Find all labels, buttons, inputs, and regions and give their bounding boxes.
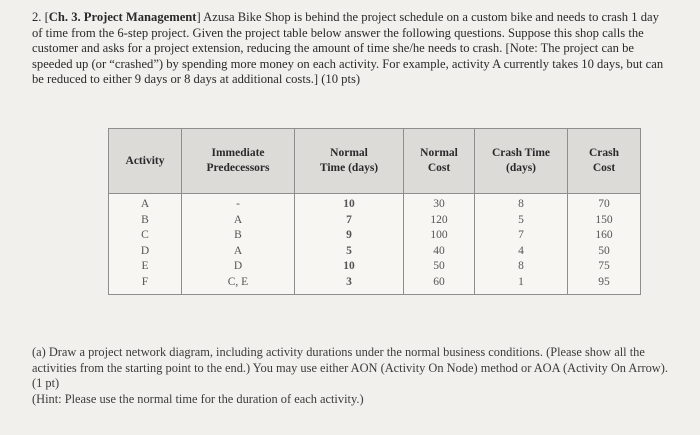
problem-number: 2. [ [32,10,49,24]
cell-crash-cost: 95 [568,275,641,294]
cell-normal-time: 5 [295,244,404,260]
table-row [109,259,641,275]
cell-normal-time: 7 [295,213,404,229]
header-predecessors: Immediate Predecessors [182,129,295,194]
cell-normal-time: 3 [295,275,404,294]
header-crash-time: Crash Time (days) [475,129,568,194]
table-row [109,213,641,229]
cell-normal-cost: 30 [404,194,475,213]
cell-activity: C [109,228,182,244]
cell-crash-time: 1 [475,275,568,294]
cell-predecessors: B [182,228,295,244]
chapter-title: Ch. 3. Project Management [48,10,197,24]
cell-crash-time: 8 [475,194,568,213]
cell-activity: D [109,244,182,260]
table-row [109,228,641,244]
cell-predecessors: A [182,213,295,229]
cell-crash-cost: 50 [568,244,641,260]
cell-crash-cost: 150 [568,213,641,229]
table-row [109,275,641,294]
question-hint: (Hint: Please use the normal time for the duration of each activity.) [32,391,364,406]
cell-crash-time: 8 [475,259,568,275]
problem-statement [32,10,672,88]
cell-crash-cost: 160 [568,228,641,244]
cell-normal-cost: 40 [404,244,475,260]
problem-text: ] Azusa Bike Shop is behind the project schedule on a custom bike and needs to crash 1 day of time from the 6-step project. Given the project table below answer the following questions. Suppose this shop calls the customer and asks for a project extension, reducing the amount of time she/he needs to crash. [Note: The project can be speeded up (or “crashed”) by spending more money on each activity. For example, activity A currently takes 10 days, but can be reduced to either 9 days or 8 days at additional costs.] (10 pts) [32,10,664,87]
question-text: (a) Draw a project network diagram, including activity durations under the normal business conditions. (Please show all the activities from the starting point to the end.) You may use either AON (Activity On Node) method or AOA (Activity On Arrow). (1 pt) [32,345,668,390]
cell-activity: F [109,275,182,294]
project-table [108,128,641,295]
cell-activity: E [109,259,182,275]
cell-normal-cost: 60 [404,275,475,294]
cell-predecessors: A [182,244,295,260]
cell-normal-cost: 100 [404,228,475,244]
question-part-a [32,345,672,407]
cell-crash-time: 5 [475,213,568,229]
header-activity: Activity [109,129,182,194]
header-crash-cost: Crash Cost [568,129,641,194]
cell-crash-time: 7 [475,228,568,244]
table-row [109,194,641,213]
cell-predecessors: C, E [182,275,295,294]
cell-predecessors: D [182,259,295,275]
cell-normal-time: 10 [295,259,404,275]
cell-normal-time: 9 [295,228,404,244]
cell-normal-cost: 50 [404,259,475,275]
cell-normal-cost: 120 [404,213,475,229]
cell-crash-time: 4 [475,244,568,260]
cell-normal-time: 10 [295,194,404,213]
header-normal-cost: Normal Cost [404,129,475,194]
header-normal-time: Normal Time (days) [295,129,404,194]
cell-crash-cost: 70 [568,194,641,213]
cell-predecessors: - [182,194,295,213]
cell-crash-cost: 75 [568,259,641,275]
cell-activity: A [109,194,182,213]
cell-activity: B [109,213,182,229]
table-header-row [109,129,641,194]
table-row [109,244,641,260]
